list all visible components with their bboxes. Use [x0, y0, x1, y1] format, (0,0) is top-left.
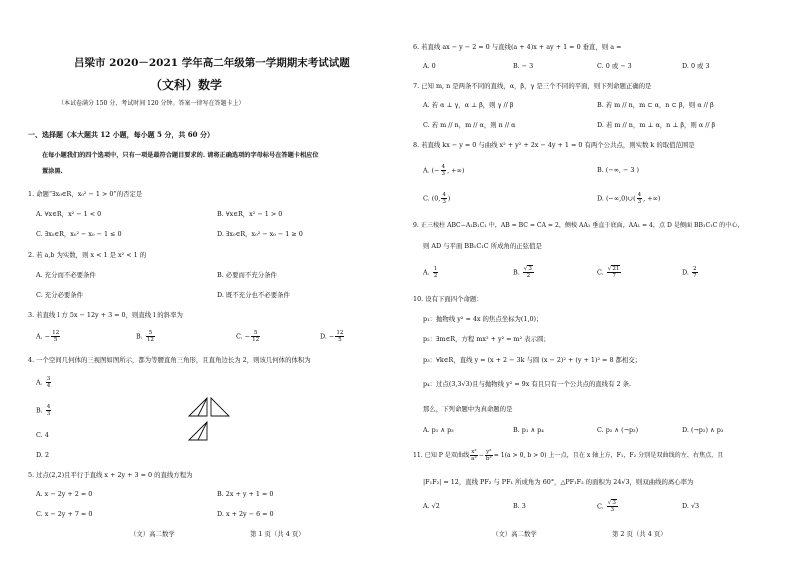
three-view-figure: [185, 392, 235, 446]
q9-option-d: D. $\frac{2}{7}$: [682, 266, 697, 279]
q8-option-b: B. (−∞, − 3 ): [597, 166, 639, 174]
q10-p2: p₂：∃m∈R，方程 mx² + y² = m² 表示圆；: [423, 335, 550, 343]
q1-option-b: B. ∀x∈R，x² − 1 > 0: [217, 210, 283, 218]
q7-stem: 7. 已知 m, n 是两条不同的直线，α，β，γ 是三个不同的平面，则下列命题正确的是: [413, 82, 652, 90]
q8-stem: 8. 若直线 kx − y = 0 与曲线 x² + y² + 2x − 4y + 1 = 0 有两个公共点，则实数 k 的取值范围是: [413, 141, 695, 149]
q9-option-c: C. $\frac{√21}{7}$: [597, 266, 620, 279]
top-view-triangle: [189, 422, 207, 440]
q6-option-a: A. 0: [423, 62, 436, 70]
q1-option-c: C. ∃x₀∈R，x₀² − x₀ − 1 ≤ 0: [36, 230, 122, 238]
q6-option-b: B. − 3: [513, 62, 534, 70]
q9-option-a: A. $\frac{1}{2}$: [423, 266, 438, 279]
q3-option-c: C. − $\frac{5}{12}$: [236, 330, 260, 343]
q11-stem: 11. 已知 P 是双曲线 $\frac{\text{x²}}{\text{a²}}$ − $\frac{\text{y²}}{\text{b²}}$ = 1(a > 0, b > 0) 上一点，且在 x 轴上方，F₁，F₂ 分别是双曲线的左、右焦点，且: [413, 449, 724, 462]
q6-option-c: C. 0 或 − 3: [597, 62, 632, 70]
q7-option-a: A. 若 α ⊥ γ，α ⊥ β，则 γ // β: [423, 101, 514, 109]
q10-stem: 10. 设有下面四个命题：: [413, 295, 483, 303]
q2-option-d: D. 既不充分也不必要条件: [217, 291, 290, 299]
q10-option-b: B. p₁ ∧ p₄: [513, 426, 544, 434]
footer-page-number: 第 1 页（共 4 页）: [250, 530, 305, 538]
section1-instructions: 在每小题我们的四个选项中，只有一项是最符合题目要求的. 请将正确选项的字母标号在答题卡相应位: [42, 152, 319, 159]
section1-instructions-cont: 置涂黑.: [42, 168, 63, 175]
front-view-triangle: [189, 398, 207, 416]
q8-option-c: C. (0, $\frac{4}{3}$ ): [423, 192, 451, 205]
q4-option-a: A. $\frac{3}{4}$: [36, 376, 51, 389]
q9-option-b: B. $\frac{√3}{2}$: [513, 266, 532, 279]
q5-option-a: A. x − 2y + 2 = 0: [36, 490, 93, 498]
q3-option-d: D. − $\frac{12}{5}$: [320, 330, 344, 343]
exam-title: 吕梁市 2020－2021 学年高二年级第一学期期末考试试题: [74, 57, 350, 69]
q5-option-c: C. x − 2y + 7 = 0: [36, 510, 93, 518]
q10-p1: p₁：抛物线 y² = 4x 的焦点坐标为(1,0)；: [423, 315, 543, 323]
q7-option-b: B. 若 m // n，m ⊂ α，n ⊂ β，则 α // β: [597, 101, 714, 109]
q1-option-d: D. ∃x₀∈R，x₀² − x₀ − 1 ≥ 0: [217, 230, 303, 238]
q1-option-a: A. ∀x∈R，x² − 1 < 0: [36, 210, 102, 218]
q11-option-a: A. √2: [423, 502, 440, 510]
q4-option-b: B. $\frac{4}{3}$: [36, 404, 51, 417]
q8-option-a: A. (− $\frac{4}{3}$ , +∞): [423, 164, 465, 177]
footer-page-number: 第 2 页（共 4 页）: [612, 530, 667, 538]
q11-option-b: B. 3: [513, 502, 526, 510]
q5-option-d: D. x + 2y − 6 = 0: [217, 510, 274, 518]
q10-prompt: 那么，下列命题中为真命题的是: [423, 405, 513, 413]
q10-p4: p₄：过点(3,3√3)且与抛物线 y² = 9x 有且只有一个公共点的直线有 2 条.: [423, 380, 632, 388]
footer-subject: （文）高二数学: [492, 530, 537, 538]
q10-p3: p₃：∀k∈R，直线 y = (x + 2 − 3k 与圆 (x − 2)² + (y + 1)² = 8 都相交；: [423, 356, 642, 364]
q11-option-d: D. √3: [682, 502, 700, 510]
q9-stem: 9. 正三棱柱 ABC−A₁B₁C₁ 中，AB = BC = CA = 2，侧棱 AA₁ 垂直于底面，AA₁ = 4，点 D 是侧面 BB₁C₁C 的中心，: [413, 222, 744, 229]
q3-option-a: A. − $\frac{12}{5}$: [36, 330, 60, 343]
q5-stem: 5. 过点(2,2)且平行于直线 x + 2y + 3 = 0 的直线方程为: [28, 471, 193, 479]
q2-option-b: B. 必要而不充分条件: [217, 271, 277, 279]
q2-option-c: C. 充分必要条件: [36, 291, 84, 299]
q4-option-c: C. 4: [36, 431, 49, 439]
q10-option-c: C. p₂ ∧ (¬p₃): [597, 426, 639, 434]
section1-header: 一、选择题（本大题共 12 小题，每小题 5 分，共 60 分）: [28, 130, 214, 139]
q6-stem: 6. 若直线 ax − y − 2 = 0 与直线(a + 4)x + ay + 1 = 0 垂直，则 a =: [413, 43, 622, 51]
q3-option-b: B. $\frac{5}{12}$: [136, 330, 154, 343]
q2-option-a: A. 充分而不必要条件: [36, 271, 96, 279]
side-view-triangle: [211, 398, 229, 416]
q7-option-c: C. 若 m // n，m // α，则 n // α: [423, 121, 516, 129]
q11-stem-cont: |F₁F₂| = 12，直线 PF₂ 与 PF₁ 所成角为 60°，△PF₁F₂ 的面积为 24√3，则双曲线的离心率为: [423, 478, 694, 486]
q1-stem: 1. 命题“∃x₀∈R，x₀² − 1 > 0”的否定是: [28, 190, 143, 198]
q4-stem: 4. 一个空间几何体的三视图如图所示，都为等腰直角三角形，且直角边长为 2，则该几何体的体积为: [28, 356, 311, 364]
q6-option-d: D. 0 或 3: [682, 62, 710, 70]
q9-stem-cont: 则 AD 与平面 BB₁C₁C 所成角的正弦值是: [423, 242, 542, 250]
footer-subject: （文）高二数学: [130, 530, 175, 538]
exam-subtitle: （文科）数学: [150, 78, 223, 92]
q5-option-b: B. 2x + y + 1 = 0: [217, 490, 274, 498]
q10-option-d: D. (¬p₂) ∧ p₃: [682, 426, 724, 434]
q2-stem: 2. 若 a,b 为实数，则 x < 1 是 x² < 1 的: [28, 251, 147, 259]
q10-option-a: A. p₁ ∧ p₃: [423, 426, 454, 434]
q11-option-c: C. $\frac{√3}{3}$: [597, 500, 616, 513]
q7-option-d: D. 若 m // n，m ⊥ α，n ⊥ β，则 α // β: [597, 121, 716, 129]
exam-page-2: [397, 0, 794, 561]
q4-option-d: D. 2: [36, 451, 50, 459]
q8-option-d: D. (−∞,0)∪( $\frac{4}{3}$ , +∞): [597, 192, 661, 205]
exam-note: （本试卷满分 150 分，考试时间 120 分钟。答案一律写在答题卡上）: [58, 100, 245, 107]
q3-stem: 3. 若直线 l 方 5x − 12y + 3 = 0，则直线 l 的斜率为: [28, 311, 183, 319]
